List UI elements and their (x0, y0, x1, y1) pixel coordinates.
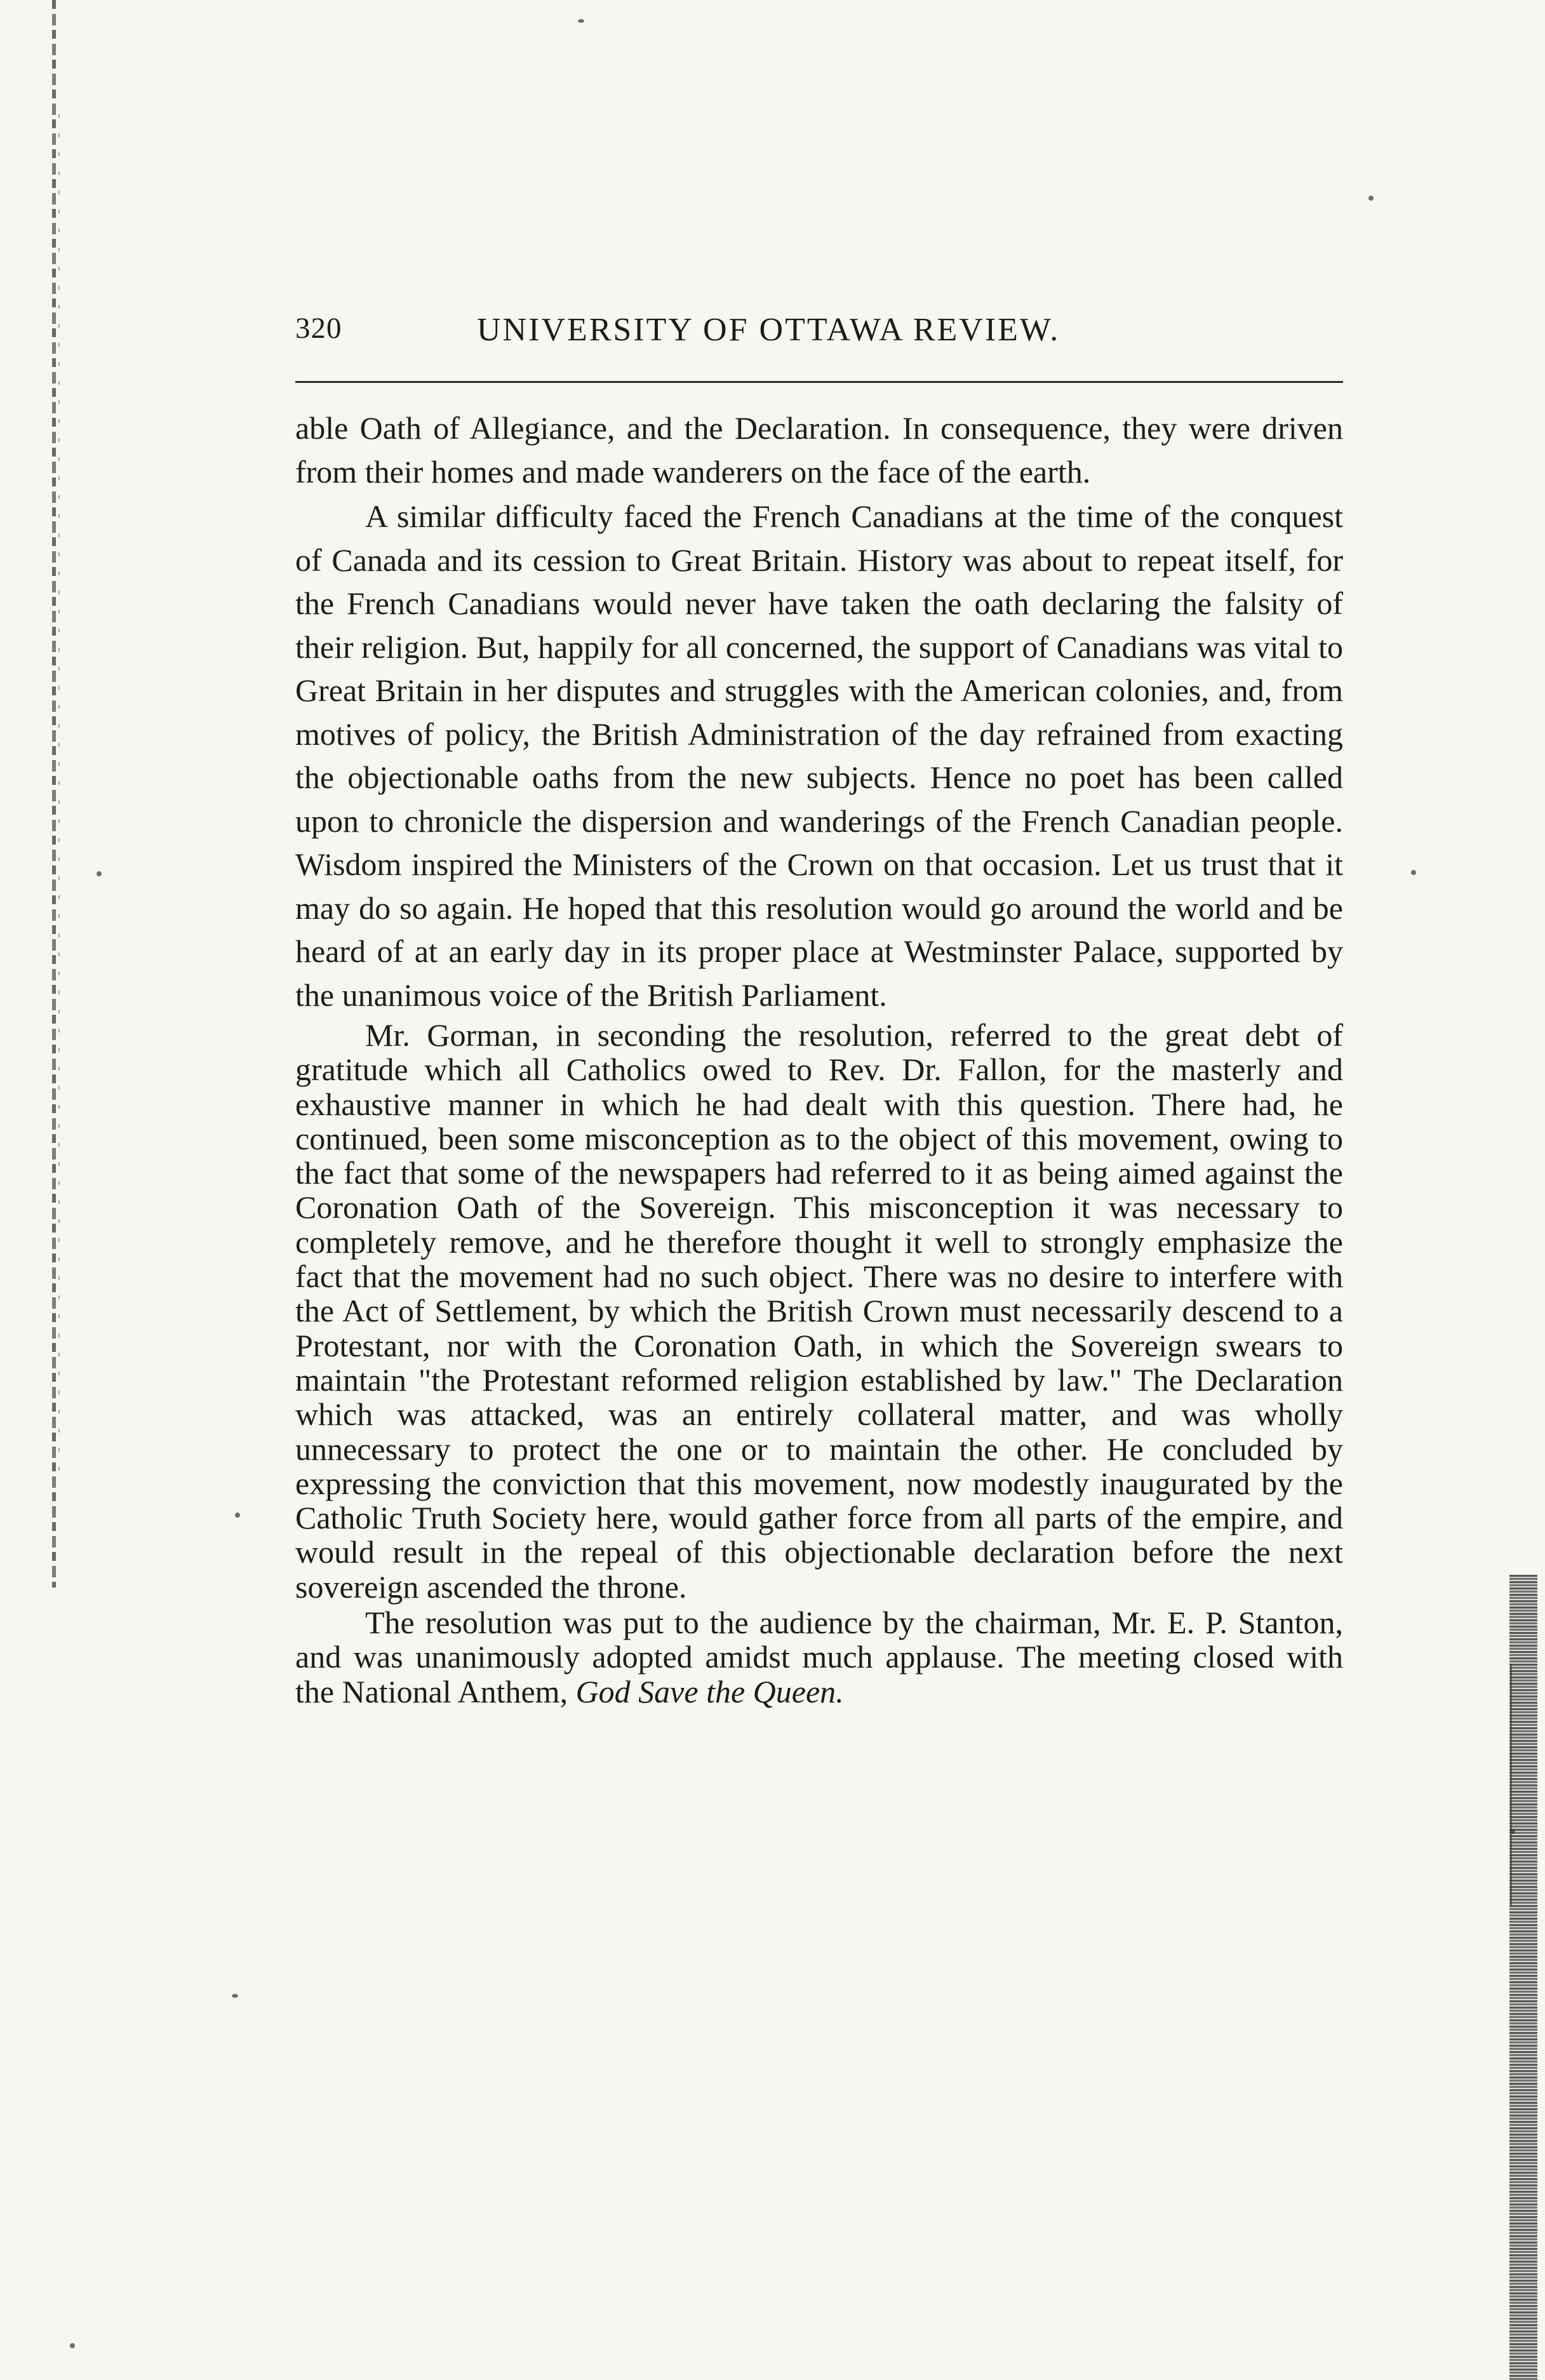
scan-binding-edge (52, 0, 56, 1588)
scan-speck (235, 1513, 240, 1518)
article-body (295, 406, 1343, 1710)
paragraph: A similar difficulty faced the French Canadians at the time of the conquest of Canada and its cession to Great Britain. History was about to repeat itself, for the French Canadians would never have taken the oath declaring the falsity of their religion. But, happily for all concerned, the support of Canadians was vital to Great Britain in her disputes and struggles with the American colonies, and, from motives of policy, the British Administration of the day refrained from exacting the objectionable oaths from the new subjects. Hence no poet has been called upon to chronicle the dispersion and wanderings of the French Canadian people. Wisdom inspired the Ministers of the Crown on that occasion. Let us trust that it may do so again. He hoped that this resolution would go around the world and be heard of at an early day in its proper place at Westminster Palace, supported by the unanimous voice of the British Parliament. (295, 498, 1343, 1013)
scan-speck (97, 871, 102, 876)
running-head: UNIVERSITY OF OTTAWA REVIEW. (477, 312, 1060, 348)
header-rule (295, 381, 1343, 383)
paragraph: Mr. Gorman, in seconding the resolution, referred to the great debt of gratitude which all Catholics owed to Rev. Dr. Fallon, for the masterly and exhaustive manner in which he had dealt with this question. There had, he continued, been some misconception as to the object of this movement, owing to the fact that some of the newspapers had referred to it as being aimed against the Coronation Oath of the Sovereign. This misconception it was necessary to completely remove, and he therefore thought it well to strongly emphasize the fact that the movement had no such object. There was no desire to interfere with the Act of Settlement, by which the British Crown must necessarily descend to a Protestant, nor with the Coronation Oath, in which the Sovereign swears to maintain "the Protestant reformed religion established by law." The Declaration which was attacked, was an entirely collateral matter, and was wholly unnecessary to protect the one or to maintain the other. He concluded by expressing the conviction that this movement, now modestly inaugurated by the Catholic Truth Society here, would gather force from all parts of the empire, and would result in the repeal of this objectionable declaration before the next sovereign ascended the throne. (295, 1017, 1343, 1605)
scan-speck (1510, 1829, 1515, 1834)
scan-edge-line (1510, 1664, 1512, 1905)
anthem-title: God Save the Queen. (575, 1673, 844, 1709)
paragraph (295, 1605, 1343, 1709)
page-number: 320 (295, 312, 342, 345)
scan-page-edge (1509, 1575, 1537, 2380)
paragraph-text: The resolution was put to the audience by the chairman, Mr. E. P. Stanton, and was unanimously adopted amidst much applause. The meeting closed with the National Anthem, (295, 1605, 1343, 1709)
scan-speck (232, 1994, 238, 1998)
page-header (295, 311, 1343, 356)
scan-speck (1411, 870, 1416, 875)
scan-speck (1368, 196, 1374, 201)
scan-binding-shadow (58, 114, 60, 1480)
scan-speck (578, 19, 584, 23)
scan-speck (70, 2343, 75, 2348)
paragraph: able Oath of Allegiance, and the Declaration. In consequence, they were driven from their homes and made wanderers on the face of the earth. (295, 410, 1343, 490)
